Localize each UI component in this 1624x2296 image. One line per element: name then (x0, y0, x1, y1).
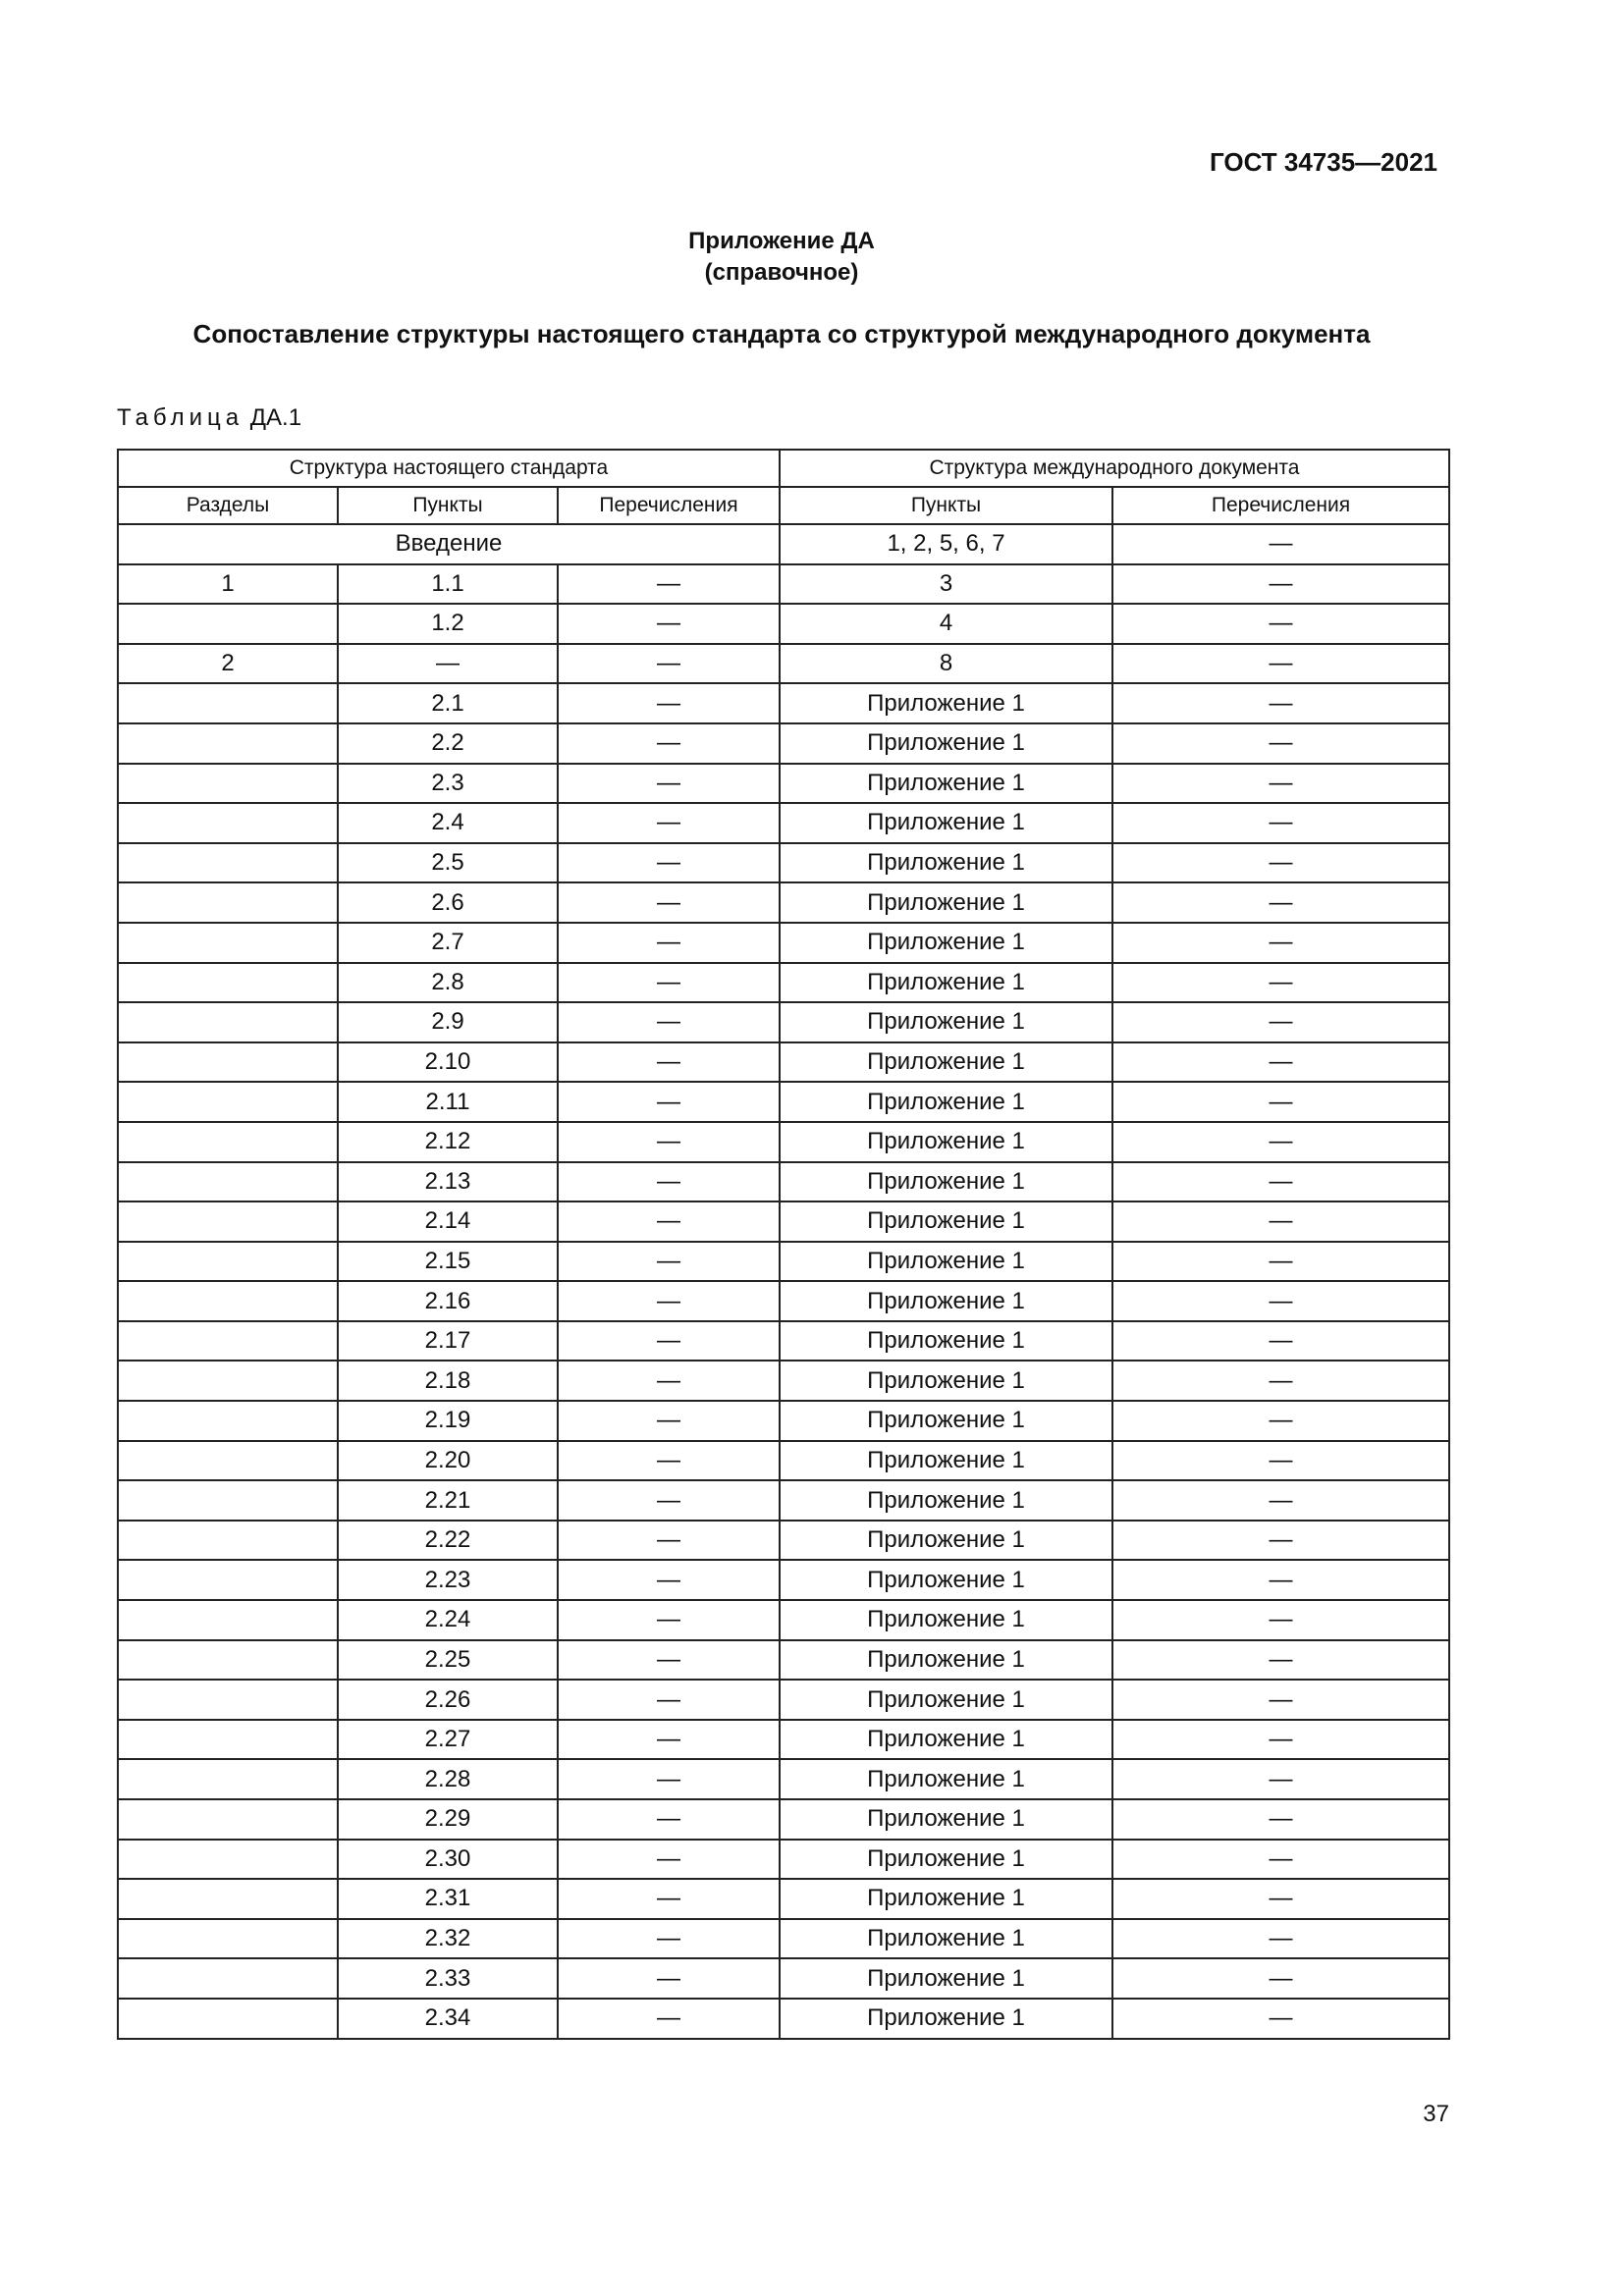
cell-enumeration: — (558, 1201, 780, 1242)
table-row (118, 1361, 1449, 1401)
cell-enumeration: — (558, 963, 780, 1003)
cell-intl-clause: Приложение 1 (780, 963, 1112, 1003)
table-row (118, 963, 1449, 1003)
cell-enumeration: — (558, 1680, 780, 1720)
header-sections: Разделы (118, 487, 338, 524)
cell-intl-clause: Приложение 1 (780, 843, 1112, 883)
table-group-header-row (118, 450, 1449, 487)
table-row (118, 1680, 1449, 1720)
table-row (118, 803, 1449, 843)
cell-intl-clause: Приложение 1 (780, 1002, 1112, 1042)
cell-section (118, 1680, 338, 1720)
cell-intl-clause: Приложение 1 (780, 1441, 1112, 1481)
cell-section (118, 1002, 338, 1042)
cell-intl-clause: Приложение 1 (780, 1401, 1112, 1441)
table-row (118, 1879, 1449, 1919)
table-row (118, 1919, 1449, 1959)
document-number: ГОСТ 34735—2021 (1210, 147, 1437, 177)
cell-intl-enumeration: — (1112, 723, 1449, 764)
table-row (118, 604, 1449, 644)
cell-enumeration: — (558, 1999, 780, 2039)
cell-clause: 2.5 (338, 843, 558, 883)
table-caption (117, 404, 301, 432)
cell-intl-enumeration: — (1112, 1799, 1449, 1840)
cell-clause: 2.34 (338, 1999, 558, 2039)
cell-section: 2 (118, 644, 338, 684)
cell-enumeration: — (558, 1640, 780, 1681)
cell-intl-enumeration: — (1112, 1560, 1449, 1600)
cell-section (118, 1401, 338, 1441)
cell-intl-enumeration: — (1112, 1242, 1449, 1282)
cell-section (118, 963, 338, 1003)
cell-intl-clause: Приложение 1 (780, 1122, 1112, 1162)
cell-enumeration: — (558, 764, 780, 804)
cell-intl-clause: Приложение 1 (780, 764, 1112, 804)
cell-enumeration: — (558, 1122, 780, 1162)
cell-enumeration: — (558, 1521, 780, 1561)
cell-enumeration: — (558, 923, 780, 963)
table-row (118, 923, 1449, 963)
cell-intl-enumeration: — (1112, 1600, 1449, 1640)
cell-clause: 2.18 (338, 1361, 558, 1401)
cell-intl-clause: Приложение 1 (780, 1042, 1112, 1083)
cell-section (118, 1082, 338, 1122)
table-row (118, 1082, 1449, 1122)
cell-clause: 1.1 (338, 564, 558, 605)
cell-intl-clause: Приложение 1 (780, 1640, 1112, 1681)
table-row (118, 1281, 1449, 1321)
cell-intl-clause: Приложение 1 (780, 1242, 1112, 1282)
cell-intl-enumeration: — (1112, 1919, 1449, 1959)
cell-intl-clause: Приложение 1 (780, 1999, 1112, 2039)
cell-section (118, 764, 338, 804)
cell-intl-enumeration: — (1112, 843, 1449, 883)
cell-intl-enumeration: — (1112, 1879, 1449, 1919)
cell-clause: — (338, 644, 558, 684)
table-row (118, 1122, 1449, 1162)
cell-intl-enumeration: — (1112, 963, 1449, 1003)
cell-clause: 2.23 (338, 1560, 558, 1600)
cell-clause: 2.24 (338, 1600, 558, 1640)
cell-intl-clause: Приложение 1 (780, 1201, 1112, 1242)
cell-enumeration: — (558, 644, 780, 684)
cell-intl-enumeration: — (1112, 1441, 1449, 1481)
cell-section (118, 1640, 338, 1681)
cell-intl-clause: Приложение 1 (780, 1680, 1112, 1720)
cell-section (118, 1521, 338, 1561)
cell-section (118, 1122, 338, 1162)
cell-clause: 2.33 (338, 1958, 558, 1999)
cell-intl-clause: Приложение 1 (780, 923, 1112, 963)
cell-section (118, 1799, 338, 1840)
cell-enumeration: — (558, 1720, 780, 1760)
cell-section (118, 1879, 338, 1919)
cell-clause: 2.9 (338, 1002, 558, 1042)
annex-subtitle: (справочное) (704, 259, 859, 286)
cell-clause: 2.1 (338, 683, 558, 723)
cell-intl-enumeration: — (1112, 1162, 1449, 1202)
table-row (118, 1042, 1449, 1083)
cell-section (118, 882, 338, 923)
cell-enumeration: — (558, 1042, 780, 1083)
intro-label: Введение (118, 524, 780, 564)
cell-enumeration: — (558, 1879, 780, 1919)
table-row (118, 764, 1449, 804)
cell-enumeration: — (558, 843, 780, 883)
cell-intl-enumeration: — (1112, 1361, 1449, 1401)
cell-clause: 2.20 (338, 1441, 558, 1481)
table-row (118, 1441, 1449, 1481)
cell-intl-clause: Приложение 1 (780, 1521, 1112, 1561)
table-row (118, 1321, 1449, 1362)
cell-clause: 2.11 (338, 1082, 558, 1122)
cell-enumeration: — (558, 1799, 780, 1840)
cell-clause: 2.31 (338, 1879, 558, 1919)
cell-section (118, 1600, 338, 1640)
cell-section (118, 1201, 338, 1242)
cell-section (118, 923, 338, 963)
cell-intl-enumeration: — (1112, 1281, 1449, 1321)
intro-intl-clauses: 1, 2, 5, 6, 7 (780, 524, 1112, 564)
cell-clause: 2.7 (338, 923, 558, 963)
cell-section (118, 1919, 338, 1959)
cell-intl-enumeration: — (1112, 923, 1449, 963)
table-row (118, 1720, 1449, 1760)
table-row (118, 723, 1449, 764)
cell-clause: 2.4 (338, 803, 558, 843)
cell-enumeration: — (558, 1958, 780, 1999)
cell-intl-enumeration: — (1112, 1002, 1449, 1042)
cell-section (118, 1999, 338, 2039)
cell-clause: 2.21 (338, 1480, 558, 1521)
cell-intl-enumeration: — (1112, 764, 1449, 804)
cell-clause: 2.14 (338, 1201, 558, 1242)
cell-section (118, 1480, 338, 1521)
cell-section (118, 1361, 338, 1401)
cell-clause: 2.16 (338, 1281, 558, 1321)
table-row (118, 1201, 1449, 1242)
table-row (118, 1840, 1449, 1880)
cell-intl-clause: Приложение 1 (780, 1720, 1112, 1760)
header-intl-enumerations: Перечисления (1112, 487, 1449, 524)
cell-enumeration: — (558, 723, 780, 764)
table-row (118, 1401, 1449, 1441)
cell-enumeration: — (558, 604, 780, 644)
cell-intl-enumeration: — (1112, 1840, 1449, 1880)
cell-enumeration: — (558, 803, 780, 843)
cell-enumeration: — (558, 1840, 780, 1880)
cell-enumeration: — (558, 564, 780, 605)
cell-intl-clause: Приложение 1 (780, 1361, 1112, 1401)
cell-clause: 2.6 (338, 882, 558, 923)
cell-section (118, 803, 338, 843)
cell-intl-enumeration: — (1112, 1122, 1449, 1162)
cell-intl-enumeration: — (1112, 1401, 1449, 1441)
header-enumerations: Перечисления (558, 487, 780, 524)
header-this-standard: Структура настоящего стандарта (118, 450, 780, 487)
table-caption-id: ДА.1 (249, 404, 302, 431)
cell-section (118, 843, 338, 883)
cell-intl-enumeration: — (1112, 1201, 1449, 1242)
page-number: 37 (1423, 2101, 1449, 2127)
header-intl-clauses: Пункты (780, 487, 1112, 524)
cell-intl-clause: Приложение 1 (780, 723, 1112, 764)
intro-row (118, 524, 1449, 564)
cell-clause: 2.29 (338, 1799, 558, 1840)
cell-intl-enumeration: — (1112, 1759, 1449, 1799)
cell-intl-enumeration: — (1112, 1680, 1449, 1720)
cell-enumeration: — (558, 1242, 780, 1282)
cell-clause: 1.2 (338, 604, 558, 644)
cell-section (118, 1321, 338, 1362)
cell-clause: 2.3 (338, 764, 558, 804)
header-clauses: Пункты (338, 487, 558, 524)
cell-intl-clause: 4 (780, 604, 1112, 644)
cell-enumeration: — (558, 1321, 780, 1362)
cell-clause: 2.25 (338, 1640, 558, 1681)
cell-intl-clause: Приложение 1 (780, 1919, 1112, 1959)
cell-enumeration: — (558, 1919, 780, 1959)
table-row (118, 683, 1449, 723)
cell-enumeration: — (558, 1480, 780, 1521)
cell-clause: 2.30 (338, 1840, 558, 1880)
cell-enumeration: — (558, 1560, 780, 1600)
table-row (118, 1799, 1449, 1840)
table-caption-word: Таблица (117, 404, 244, 431)
cell-section (118, 1759, 338, 1799)
cell-intl-enumeration: — (1112, 1521, 1449, 1561)
table-row (118, 564, 1449, 605)
cell-section (118, 1441, 338, 1481)
cell-section (118, 1281, 338, 1321)
cell-clause: 2.32 (338, 1919, 558, 1959)
table-row (118, 1242, 1449, 1282)
cell-section (118, 1958, 338, 1999)
cell-enumeration: — (558, 1401, 780, 1441)
cell-intl-clause: Приложение 1 (780, 1958, 1112, 1999)
cell-intl-clause: Приложение 1 (780, 1840, 1112, 1880)
mapping-table (117, 449, 1450, 2040)
cell-intl-clause: Приложение 1 (780, 882, 1112, 923)
cell-clause: 2.12 (338, 1122, 558, 1162)
cell-intl-clause: Приложение 1 (780, 1281, 1112, 1321)
cell-intl-clause: 3 (780, 564, 1112, 605)
cell-section (118, 1162, 338, 1202)
cell-clause: 2.10 (338, 1042, 558, 1083)
table-row (118, 1600, 1449, 1640)
table-row (118, 1759, 1449, 1799)
cell-section (118, 723, 338, 764)
cell-enumeration: — (558, 1361, 780, 1401)
cell-section (118, 683, 338, 723)
cell-enumeration: — (558, 1600, 780, 1640)
cell-enumeration: — (558, 1441, 780, 1481)
annex-title-block (0, 226, 1563, 289)
table-row (118, 1999, 1449, 2039)
cell-clause: 2.22 (338, 1521, 558, 1561)
cell-intl-clause: Приложение 1 (780, 1321, 1112, 1362)
cell-section (118, 1560, 338, 1600)
cell-intl-enumeration: — (1112, 1958, 1449, 1999)
table-row (118, 1002, 1449, 1042)
cell-clause: 2.13 (338, 1162, 558, 1202)
cell-intl-clause: Приложение 1 (780, 1759, 1112, 1799)
cell-enumeration: — (558, 882, 780, 923)
cell-intl-clause: Приложение 1 (780, 683, 1112, 723)
cell-intl-clause: Приложение 1 (780, 1799, 1112, 1840)
annex-heading: Сопоставление структуры настоящего стандарта со структурой международного документа (192, 319, 1371, 348)
cell-intl-enumeration: — (1112, 1999, 1449, 2039)
cell-clause: 2.27 (338, 1720, 558, 1760)
cell-intl-clause: Приложение 1 (780, 803, 1112, 843)
cell-section (118, 1840, 338, 1880)
table-row (118, 1640, 1449, 1681)
cell-enumeration: — (558, 1002, 780, 1042)
cell-enumeration: — (558, 1759, 780, 1799)
cell-section (118, 604, 338, 644)
cell-intl-enumeration: — (1112, 803, 1449, 843)
table-row (118, 843, 1449, 883)
cell-intl-enumeration: — (1112, 1321, 1449, 1362)
cell-intl-clause: Приложение 1 (780, 1162, 1112, 1202)
cell-intl-enumeration: — (1112, 644, 1449, 684)
intro-intl-enumerations: — (1112, 524, 1449, 564)
cell-enumeration: — (558, 683, 780, 723)
table-sub-header-row (118, 487, 1449, 524)
cell-intl-clause: Приложение 1 (780, 1480, 1112, 1521)
cell-clause: 2.19 (338, 1401, 558, 1441)
cell-intl-enumeration: — (1112, 564, 1449, 605)
cell-enumeration: — (558, 1162, 780, 1202)
cell-intl-enumeration: — (1112, 1082, 1449, 1122)
cell-intl-enumeration: — (1112, 683, 1449, 723)
cell-intl-clause: Приложение 1 (780, 1560, 1112, 1600)
cell-intl-enumeration: — (1112, 1720, 1449, 1760)
cell-section (118, 1242, 338, 1282)
table-row (118, 1480, 1449, 1521)
cell-enumeration: — (558, 1082, 780, 1122)
table-row (118, 1560, 1449, 1600)
table-row (118, 644, 1449, 684)
table-row (118, 1162, 1449, 1202)
cell-intl-enumeration: — (1112, 604, 1449, 644)
cell-enumeration: — (558, 1281, 780, 1321)
header-international: Структура международного документа (780, 450, 1449, 487)
table-row (118, 1521, 1449, 1561)
cell-clause: 2.26 (338, 1680, 558, 1720)
table-row (118, 1958, 1449, 1999)
cell-section (118, 1042, 338, 1083)
cell-intl-enumeration: — (1112, 882, 1449, 923)
cell-intl-enumeration: — (1112, 1640, 1449, 1681)
cell-intl-enumeration: — (1112, 1480, 1449, 1521)
cell-intl-clause: 8 (780, 644, 1112, 684)
cell-clause: 2.17 (338, 1321, 558, 1362)
cell-intl-clause: Приложение 1 (780, 1879, 1112, 1919)
table-row (118, 882, 1449, 923)
cell-intl-clause: Приложение 1 (780, 1600, 1112, 1640)
cell-intl-clause: Приложение 1 (780, 1082, 1112, 1122)
cell-clause: 2.8 (338, 963, 558, 1003)
cell-section: 1 (118, 564, 338, 605)
cell-section (118, 1720, 338, 1760)
cell-clause: 2.2 (338, 723, 558, 764)
cell-clause: 2.15 (338, 1242, 558, 1282)
annex-title: Приложение ДА (688, 228, 875, 254)
cell-clause: 2.28 (338, 1759, 558, 1799)
cell-intl-enumeration: — (1112, 1042, 1449, 1083)
